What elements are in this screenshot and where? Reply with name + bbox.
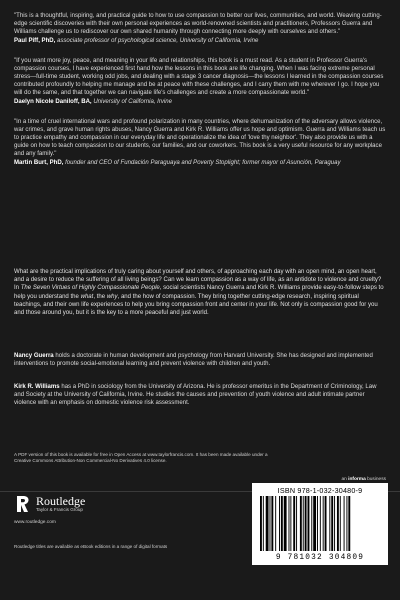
- publisher-logo: [14, 494, 85, 514]
- endorser-name: Paul Piff, PhD,: [14, 38, 56, 44]
- endorsement-attribution: [14, 37, 386, 45]
- barcode-bar: [270, 496, 271, 551]
- author-name: Nancy Guerra: [14, 353, 54, 359]
- emphasis-why: why: [106, 293, 118, 300]
- endorser-affiliation: University of California, Irvine: [93, 99, 172, 105]
- book-description: [14, 268, 386, 317]
- informa-business-mark: [341, 477, 386, 482]
- barcode-bar: [289, 496, 290, 551]
- barcode-bar: [263, 496, 264, 551]
- book-title: The Seven Virtues of Highly Compassionate People: [20, 285, 160, 292]
- informa-word: informa: [348, 477, 366, 482]
- barcode-bar: [266, 496, 269, 551]
- barcode-bar: [308, 496, 310, 551]
- barcode-bar: [323, 496, 324, 551]
- informa-suffix: business: [365, 477, 386, 482]
- endorsement-text: "This is a thoughtful, inspiring, and practical guide to how to use compassion to better our lives, communities, and world. Weaving cutting-edge scientific discoveries with their own personal experiences as world-renowned scientists and practitioners, Professors Guerra and Williams challenge us to rediscover our own shared humanity through connecting more deeply with ourselves and others.": [14, 13, 382, 35]
- publisher-url: www.routledge.com: [14, 520, 56, 525]
- endorsement-2: [14, 57, 386, 106]
- author-bio-guerra: [14, 352, 386, 368]
- barcode-bar: [284, 496, 287, 551]
- barcode-bar: [325, 496, 327, 551]
- endorsement-attribution: [14, 98, 386, 106]
- description-part-4: , and the how of compassion. They bring together cutting-edge research, inspiring spiritual teachings, and their own life experiences to help you bring compassion front and center in your life. Not only is compassion good for you and those around you, but it is the key to a more peaceful and just world.: [14, 293, 378, 317]
- barcode-bar: [337, 496, 339, 551]
- barcode-bar: [290, 496, 291, 551]
- barcode-bar: [313, 496, 316, 551]
- barcode-bar: [329, 496, 330, 551]
- barcode-bar: [260, 496, 262, 551]
- endorsement-text: "In a time of cruel international wars and profound polarization in many countries, where dehumanization of the adversary allows violence, war crimes, and grave human rights abuses, Nancy Guerra and Kirk R. Williams offer us hope and optimism. Guerra and Williams teach us to practice empathy and compassion in our everyday life and operationalize the idea of 'love thy neighbor'. They also provide us with a guide on how to teach compassion to our students, our families, and our coworkers. This book is a very useful resource for any workplace and any family.": [14, 119, 386, 157]
- endorsement-attribution: [14, 159, 386, 167]
- author-bio-williams: [14, 383, 386, 407]
- barcode-bar: [296, 496, 297, 551]
- isbn-label: ISBN 978-1-032-30480-9: [277, 486, 363, 495]
- barcode-bar: [275, 496, 276, 551]
- barcode-bar: [303, 496, 304, 551]
- open-access-notice: A PDF version of this book is available for free in Open Access at www.taylorfrancis.com. It has been made available under a Creative Commons Attribution-Non Commercial-No Derivatives 4.0 license.: [14, 452, 268, 464]
- isbn-barcode: [252, 483, 388, 565]
- barcode-bar: [340, 496, 341, 551]
- barcode-bar: [279, 496, 280, 551]
- barcode-bar: [334, 496, 335, 551]
- barcode-bar: [293, 496, 295, 551]
- author-name: Kirk R. Williams: [14, 384, 60, 390]
- barcode-bar: [281, 496, 283, 551]
- barcode-bar: [300, 496, 302, 551]
- emphasis-what: what: [80, 293, 94, 300]
- informa-prefix: an: [341, 477, 349, 482]
- barcode-digits: 9 781032 304809: [275, 554, 365, 562]
- endorsements: [14, 12, 386, 252]
- description-part-2: , social scientists Nancy Guerra and Kirk R. Williams provide easy-to-follow steps to help you understand the: [14, 285, 384, 300]
- barcode-bar: [305, 496, 307, 551]
- barcode-bar: [348, 496, 350, 551]
- publisher-name: Routledge: [36, 494, 86, 508]
- routledge-logo-icon: [14, 494, 32, 514]
- endorser-name: Martin Burt, PhD,: [14, 160, 64, 166]
- endorser-affiliation: founder and CEO of Fundación Paraguaya and Poverty Stoplight; former mayor of Asunción, Paraguay: [65, 160, 341, 166]
- ebook-availability-note: Routledge titles are available as eBook editions in a range of digital formats: [14, 544, 168, 549]
- endorser-affiliation: associate professor of psychological science, University of California, Irvine: [57, 38, 259, 44]
- barcode-bar: [331, 496, 333, 551]
- endorsement-1: [14, 12, 386, 45]
- barcode-bar: [346, 496, 347, 551]
- barcode-bar: [320, 496, 321, 551]
- author-bio-text: has a PhD in sociology from the University of Arizona. He is professor emeritus in the Department of Criminology, Law and Society at the University of California, Irvine. He studies the causes and prevention of youth violence and adult intimate partner violence with an emphasis on domestic violence risk assessment.: [14, 384, 377, 407]
- barcode-bars: [260, 496, 380, 551]
- description-part-1: What are the practical implications of truly caring about yourself and others, of approaching each day with an open mind, an open heart, and a desire to reduce the suffering of all living beings? Can we learn compassion as a way of life, as an antidote to violence and cruelty? In: [14, 269, 382, 292]
- barcode-bar: [271, 496, 273, 551]
- publisher-tagline: Taylor & Francis Group: [36, 507, 83, 512]
- publisher-wordmark: [36, 495, 85, 513]
- author-bio-text: holds a doctorate in human development and psychology from Harvard University. She has designed and implemented interventions to promote social-emotional learning and prevent violence with children and youth.: [14, 353, 373, 368]
- barcode-bar: [344, 496, 345, 551]
- barcode-bar: [317, 496, 318, 551]
- endorsement-3: [14, 118, 386, 167]
- barcode-bar: [311, 496, 312, 551]
- endorser-name: Daelyn Nicole Daniloff, BA,: [14, 99, 92, 105]
- description-part-3: , the: [93, 293, 107, 300]
- endorsement-text: "If you want more joy, peace, and meaning in your life and relationships, this book is a must read. As a student in Professor Guerra's compassion courses, I have experienced first hand how the lessons in this book are life changing. When I was facing extreme personal stress—full-time student, working odd jobs, and dealing with a stage 3 cancer diagnosis—the lessons I learned in the compassion courses contributed profoundly to helping me manage and be at peace with these challenges, and I carry them with me wherever I go. I hope you will do the same, and that together we can navigate life's challenges and create a more compassionate world.": [14, 58, 384, 96]
